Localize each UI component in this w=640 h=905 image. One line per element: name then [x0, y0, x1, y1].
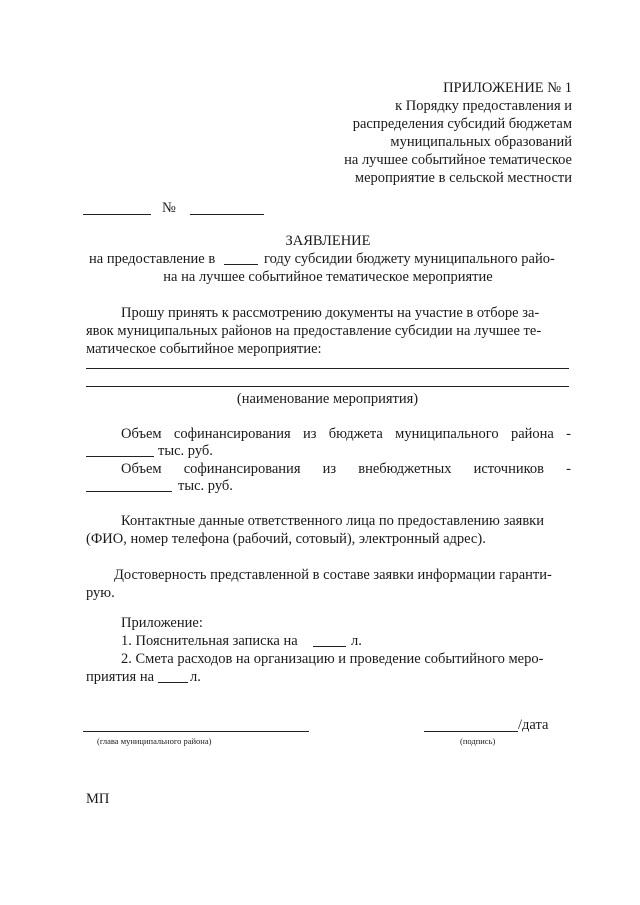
- budget-amount-blank: [86, 456, 154, 457]
- attachment-item1-suffix: л.: [351, 633, 362, 649]
- appendix-line: муниципальных образований: [390, 134, 572, 150]
- subheading-line2: на на лучшее событийное тематическое мероприятие: [163, 269, 493, 285]
- signature-caption: (подпись): [460, 736, 496, 746]
- head-name-line: [83, 731, 309, 732]
- attachment-item2-line1: 2. Смета расходов на организацию и проведение событийного меро-: [121, 651, 544, 667]
- request-line3: матическое событийное мероприятие:: [86, 341, 322, 357]
- date-label: /дата: [518, 717, 549, 733]
- budget-cofinancing-line: Объем софинансирования из бюджета муниципального района -: [121, 426, 571, 442]
- attachment-item1: 1. Пояснительная записка на: [121, 633, 298, 649]
- number-blank: [190, 214, 264, 215]
- date-blank: [83, 214, 151, 215]
- attachment-item2-blank: [158, 682, 188, 683]
- year-blank: [224, 264, 258, 265]
- attachments-title: Приложение:: [121, 615, 203, 631]
- appendix-title: ПРИЛОЖЕНИЕ № 1: [443, 80, 572, 96]
- reliability-line2: рую.: [86, 585, 115, 601]
- stamp-label: МП: [86, 791, 110, 807]
- attachment-item2-suffix: л.: [190, 669, 201, 685]
- attachment-item1-blank: [313, 646, 346, 647]
- number-sign: №: [162, 200, 176, 216]
- appendix-line: распределения субсидий бюджетам: [352, 116, 572, 132]
- request-line1: Прошу принять к рассмотрению документы на участие в отборе за-: [121, 305, 540, 321]
- request-line2: явок муниципальных районов на предоставление субсидии на лучшее те-: [86, 323, 542, 339]
- document-heading: ЗАЯВЛЕНИЕ: [285, 233, 371, 249]
- contact-line1: Контактные данные ответственного лица по предоставлению заявки: [121, 513, 544, 529]
- subheading-line1-start: на предоставление в: [89, 251, 216, 267]
- appendix-line: к Порядку предоставления и: [395, 98, 572, 114]
- extrabudget-amount-blank: [86, 491, 172, 492]
- extrabudget-cofinancing-line: Объем софинансирования из внебюджетных источников -: [121, 461, 571, 477]
- attachment-item2-line2: приятия на: [86, 669, 155, 685]
- extrabudget-unit: тыс. руб.: [178, 478, 233, 494]
- reliability-line1: Достоверность представленной в составе заявки информации гаранти-: [114, 567, 552, 583]
- appendix-line: мероприятие в сельской местности: [354, 170, 572, 186]
- budget-unit: тыс. руб.: [158, 443, 213, 459]
- event-name-line: [86, 368, 569, 369]
- event-name-line: [86, 386, 569, 387]
- contact-line2: (ФИО, номер телефона (рабочий, сотовый), электронный адрес).: [86, 531, 486, 547]
- event-name-caption: (наименование мероприятия): [236, 391, 419, 407]
- subheading-line1-end: году субсидии бюджету муниципального райо-: [264, 251, 555, 267]
- head-caption: (глава муниципального района): [97, 736, 212, 746]
- appendix-line: на лучшее событийное тематическое: [344, 152, 572, 168]
- signature-line: [424, 731, 518, 732]
